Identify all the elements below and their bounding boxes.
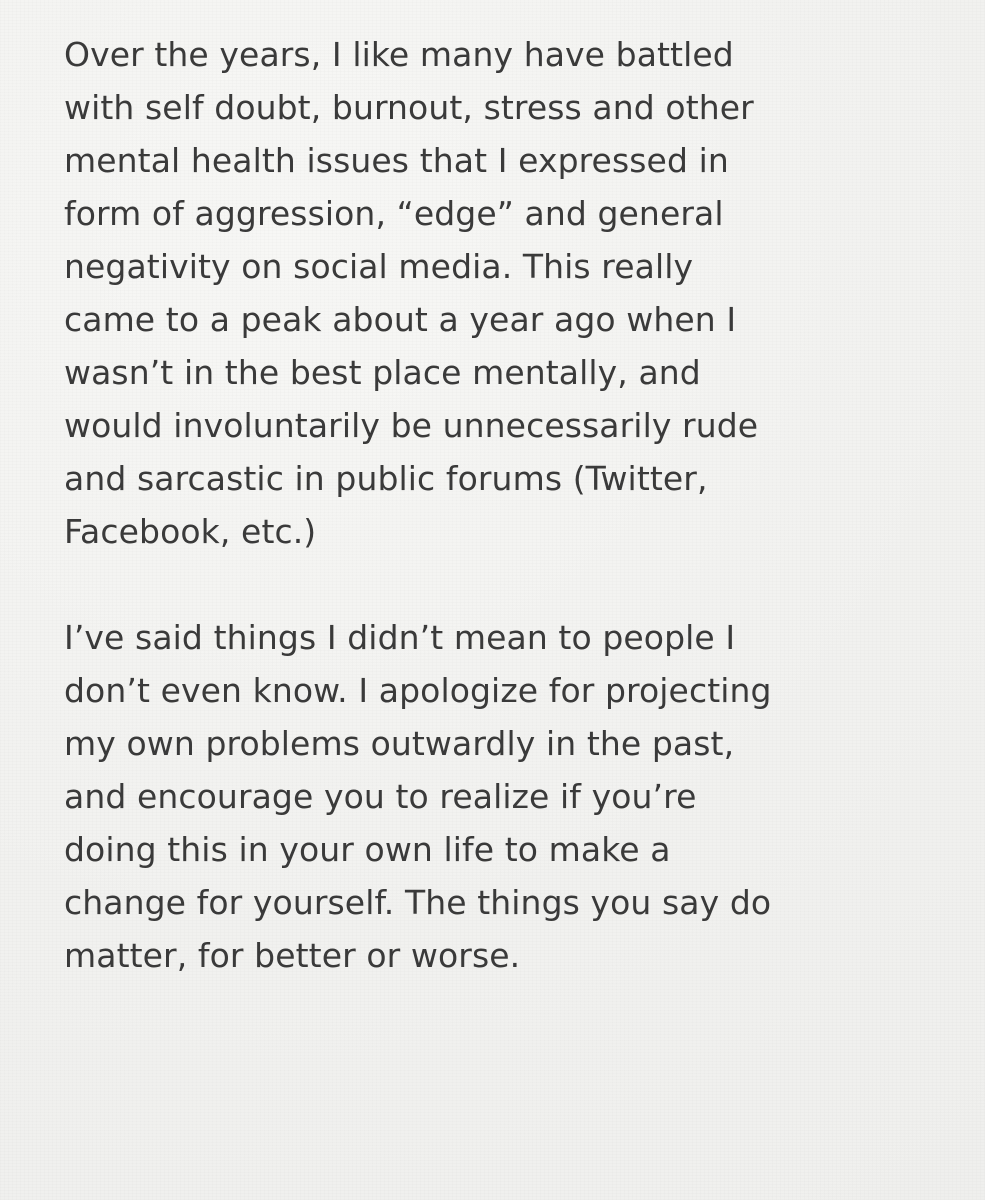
text-line: with self doubt, burnout, stress and other <box>64 88 754 127</box>
text-line: Over the years, I like many have battled <box>64 35 734 74</box>
text-line: change for yourself. The things you say do <box>64 883 772 922</box>
paragraph-spacer <box>64 558 954 611</box>
text-line: would involuntarily be unnecessarily rude <box>64 406 759 445</box>
text-line: my own problems outwardly in the past, <box>64 724 735 763</box>
text-line: Facebook, etc.) <box>64 512 317 551</box>
text-line: negativity on social media. This really <box>64 247 694 286</box>
note-body <box>64 28 954 982</box>
paragraph-2 <box>64 611 954 982</box>
text-line: I’ve said things I didn’t mean to people I <box>64 618 736 657</box>
text-line: wasn’t in the best place mentally, and <box>64 353 701 392</box>
paragraph-1 <box>64 28 954 558</box>
text-line: came to a peak about a year ago when I <box>64 300 737 339</box>
text-line: and encourage you to realize if you’re <box>64 777 697 816</box>
text-line: matter, for better or worse. <box>64 936 521 975</box>
text-line: and sarcastic in public forums (Twitter, <box>64 459 708 498</box>
text-line: mental health issues that I expressed in <box>64 141 729 180</box>
text-line: don’t even know. I apologize for projecting <box>64 671 772 710</box>
text-line: doing this in your own life to make a <box>64 830 671 869</box>
text-line: form of aggression, “edge” and general <box>64 194 724 233</box>
